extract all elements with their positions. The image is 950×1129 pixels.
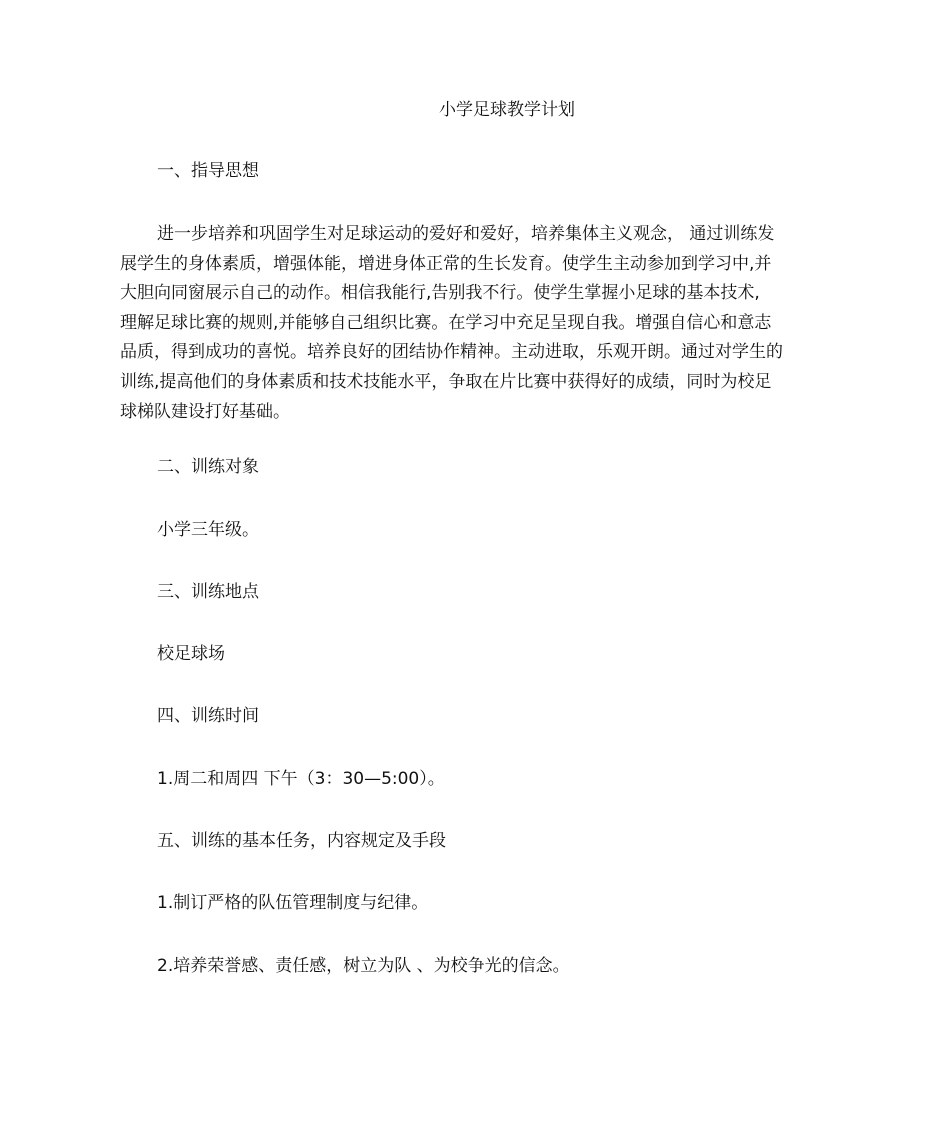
section-heading-basic-tasks: 五、训练的基本任务，内容规定及手段 [157,831,446,851]
guiding-ideology-paragraph [120,220,830,427]
section-heading-training-target: 二、训练对象 [157,457,259,477]
task-item: 2.培养荣誉感、责任感，树立为队 、为校争光的信念。 [157,956,570,976]
section-heading-training-time: 四、训练时间 [157,706,259,726]
paragraph-line: 训练,提高他们的身体素质和技术技能水平，争取在片比赛中获得好的成绩，同时为校足 [120,371,772,392]
training-time-content: 1.周二和周四 下午（3：30—5:00）。 [157,769,445,789]
paragraph-line: 品质，得到成功的喜悦。培养良好的团结协作精神。主动进取，乐观开朗。通过对学生的 [120,342,783,363]
section-heading-training-location: 三、训练地点 [157,582,259,602]
paragraph-line: 大胆向同窗展示自己的动作。相信我能行,告别我不行。使学生掌握小足球的基本技术, [120,283,760,304]
section-heading-guiding-ideology: 一、指导思想 [157,161,259,181]
training-location-content: 校足球场 [157,644,225,664]
paragraph-line: 理解足球比赛的规则,并能够自己组织比赛。在学习中充足呈现自我。增强自信心和意志 [120,312,772,333]
training-target-content: 小学三年级。 [157,520,259,540]
document-title: 小学足球教学计划 [439,100,575,120]
paragraph-line: 展学生的身体素质，增强体能，增进身体正常的生长发育。使学生主动参加到学习中,并 [120,253,772,274]
paragraph-line: 进一步培养和巩固学生对足球运动的爱好和爱好，培养集体主义观念， 通过训练发 [157,224,775,244]
task-item: 1.制订严格的队伍管理制度与纪律。 [157,893,429,913]
paragraph-line: 球梯队建设打好基础。 [120,401,290,422]
